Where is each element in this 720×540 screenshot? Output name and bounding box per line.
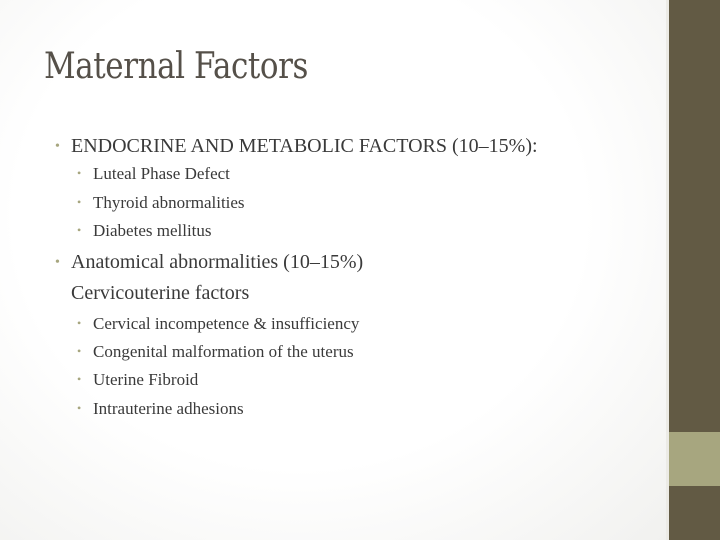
list-item-text: Congenital malformation of the uterus: [93, 342, 354, 361]
bullet-icon: •: [77, 166, 82, 180]
list-item-text: Thyroid abnormalities: [93, 193, 245, 212]
bullet-icon: •: [77, 195, 82, 209]
list-item: [77, 314, 359, 334]
list-item-text: Intrauterine adhesions: [93, 399, 244, 418]
side-accent-block: [669, 432, 720, 486]
section-subheading: Cervicouterine factors: [71, 282, 250, 304]
bullet-icon: •: [77, 372, 82, 386]
list-item-text: Uterine Fibroid: [93, 370, 199, 389]
bullet-icon: •: [77, 401, 82, 415]
bullet-icon: •: [77, 316, 82, 330]
list-item: [77, 164, 230, 184]
list-item: [77, 193, 245, 213]
section-heading-text: ENDOCRINE AND METABOLIC FACTORS (10–15%):: [71, 135, 538, 157]
list-item: [77, 221, 212, 241]
section-heading-anatomical: [55, 251, 363, 274]
list-item: [77, 370, 198, 390]
section-heading-endocrine: [55, 135, 538, 158]
bullet-icon: •: [55, 255, 60, 270]
bullet-icon: •: [55, 139, 60, 154]
bullet-icon: •: [77, 223, 82, 237]
list-item-text: Diabetes mellitus: [93, 221, 212, 240]
bullet-icon: •: [77, 344, 82, 358]
list-item: [77, 399, 244, 419]
section-heading-text: Anatomical abnormalities (10–15%): [71, 251, 364, 273]
list-item-text: Cervical incompetence & insufficiency: [93, 314, 360, 333]
list-item-text: Luteal Phase Defect: [93, 164, 230, 183]
list-item: [77, 342, 354, 362]
slide-title: Maternal Factors: [44, 46, 308, 87]
